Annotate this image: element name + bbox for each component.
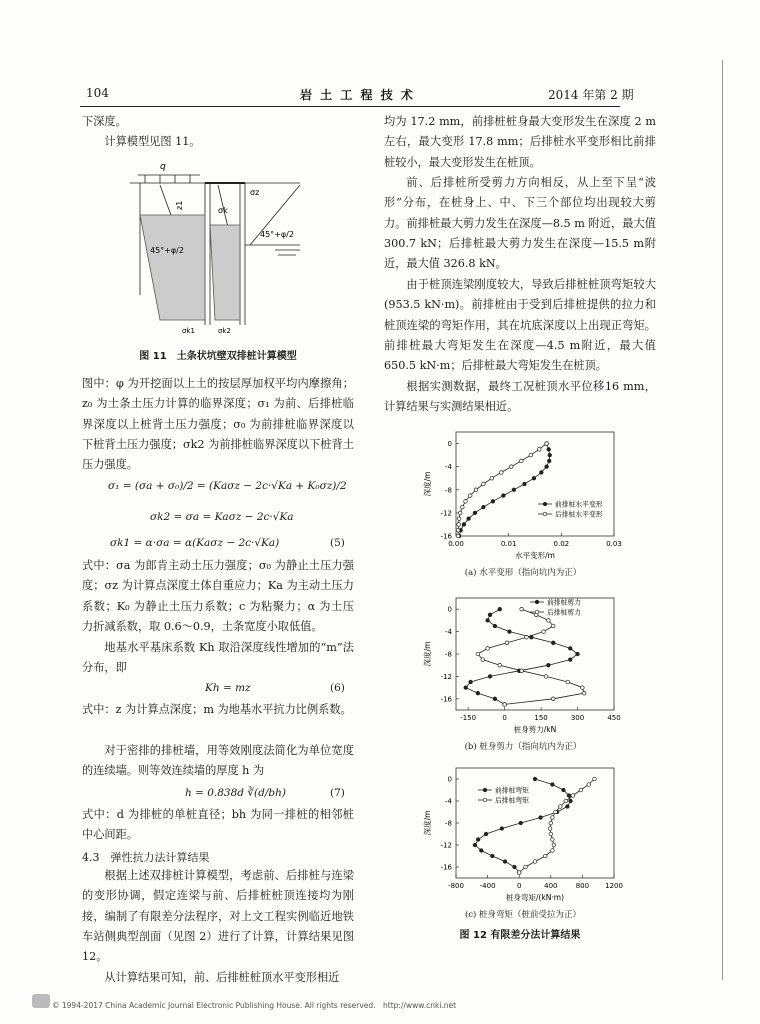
data-point-1 bbox=[503, 703, 507, 707]
data-point-1 bbox=[481, 658, 485, 662]
data-point-0 bbox=[519, 821, 523, 825]
data-point-0 bbox=[551, 641, 555, 645]
x-tick-label: 0.02 bbox=[553, 540, 570, 548]
data-point-0 bbox=[533, 777, 537, 781]
x-tick-label: -800 bbox=[448, 882, 464, 890]
data-point-1 bbox=[520, 607, 524, 611]
data-point-1 bbox=[551, 697, 555, 701]
data-point-1 bbox=[524, 865, 528, 869]
y-tick-label: -12 bbox=[440, 841, 452, 850]
data-point-0 bbox=[502, 494, 506, 498]
data-point-1 bbox=[564, 799, 568, 803]
chart-shear-force bbox=[418, 590, 628, 740]
data-point-0 bbox=[467, 517, 471, 521]
data-point-1 bbox=[482, 482, 486, 486]
para-calculation: 根据上述双排桩计算模型，考虑前、后排桩与连梁的变形协调，假定连梁与前、后排桩桩顶连接均为刚接，编制了有限差分法程序，对上文工程实例临近地铁车站侧典型剖面（见图 2）进行了计算，计算结果见图 12。 bbox=[82, 869, 354, 964]
fig11-caption: 图 11 土条状坑壁双排桩计算模型 bbox=[139, 351, 297, 362]
para-moment: 由于桩顶连梁刚度较大，导致后排桩桩顶弯矩较大(953.5 kN·m)。前排桩由于受到后排桩提供的拉力和桩顶连梁的弯矩作用，其在坑底深度以上出现正弯矩。前排桩最大弯矩发生在深度—4.5 m附近，最大值 650.5 kN·m；后排桩最大弯矩发生在桩顶。 bbox=[384, 278, 656, 373]
x-tick-label: -400 bbox=[479, 882, 496, 890]
data-point-0 bbox=[562, 788, 566, 792]
series-line-0 bbox=[466, 609, 578, 704]
data-point-0 bbox=[532, 476, 536, 480]
para-kh: 地基水平基床系数 Kh 取沿深度线性增加的“m”法分布，即 bbox=[82, 641, 354, 675]
data-point-0 bbox=[513, 865, 517, 869]
legend-marker bbox=[543, 502, 547, 506]
data-point-1 bbox=[545, 442, 549, 446]
chart-a-caption: (a) 水平变形（指向坑内为正） bbox=[464, 568, 582, 578]
data-point-1 bbox=[456, 534, 460, 538]
data-point-1 bbox=[505, 641, 509, 645]
series-line-1 bbox=[519, 779, 594, 873]
copyright-footer: © 1994-2017 China Academic Journal Electronic Publishing House. All rights reserved. http://www.cnki.net bbox=[52, 1001, 457, 1010]
cnki-logo-icon bbox=[32, 994, 50, 1008]
chart-bending-moment bbox=[418, 760, 628, 908]
data-point-1 bbox=[457, 523, 461, 527]
y-tick-label: -16 bbox=[440, 695, 452, 704]
y-axis-label: 深度/m bbox=[423, 641, 432, 667]
y-axis-label: 深度/m bbox=[423, 471, 432, 497]
y-tick-label: -8 bbox=[445, 650, 452, 659]
data-point-0 bbox=[576, 652, 580, 656]
para-model-ref: 计算模型见图 11。 bbox=[104, 135, 201, 148]
data-point-1 bbox=[571, 794, 575, 798]
data-point-1 bbox=[558, 805, 562, 809]
data-point-0 bbox=[498, 607, 502, 611]
para-measured: 根据实测数据，最终工况桩顶水平位移16 mm，计算结果与实测结果相近。 bbox=[384, 380, 656, 414]
legend-label: 前排桩弯矩 bbox=[495, 786, 529, 795]
page-number: 104 bbox=[86, 86, 109, 100]
data-point-1 bbox=[533, 860, 537, 864]
data-point-1 bbox=[490, 476, 494, 480]
data-point-0 bbox=[488, 613, 492, 617]
legend-label: 前排桩水平变形 bbox=[555, 500, 603, 509]
data-point-1 bbox=[486, 647, 490, 651]
equation-kh: Kh = mz bbox=[205, 682, 251, 694]
y-tick-label: -12 bbox=[440, 672, 452, 681]
y-tick-label: -4 bbox=[445, 628, 452, 637]
data-point-0 bbox=[500, 827, 504, 831]
data-point-1 bbox=[525, 635, 529, 639]
data-point-1 bbox=[547, 619, 551, 623]
data-point-0 bbox=[568, 647, 572, 651]
data-point-0 bbox=[493, 624, 497, 628]
data-point-1 bbox=[581, 686, 585, 690]
x-tick-label: 0.03 bbox=[606, 540, 622, 548]
data-point-1 bbox=[587, 783, 591, 787]
data-point-1 bbox=[582, 691, 586, 695]
y-tick-label: -4 bbox=[445, 797, 452, 806]
data-point-1 bbox=[566, 680, 570, 684]
x-tick-label: 800 bbox=[575, 882, 590, 890]
y-tick-label: -16 bbox=[440, 863, 452, 872]
x-tick-label: 150 bbox=[534, 714, 548, 722]
data-point-1 bbox=[499, 471, 503, 475]
legend-label: 后排桩水平变形 bbox=[555, 510, 603, 519]
x-axis-label: 桩身弯矩/(kN·m) bbox=[505, 893, 565, 902]
label-sigma-z: σz bbox=[250, 188, 260, 197]
equation-sigma-k1: σk1 = α·σa = α(Kaσz − 2c·√Ka) bbox=[110, 537, 280, 549]
y-tick-label: -8 bbox=[445, 486, 452, 495]
data-point-0 bbox=[484, 832, 488, 836]
label-sigma-k1: σk1 bbox=[182, 327, 195, 335]
data-point-1 bbox=[458, 511, 462, 515]
data-point-1 bbox=[520, 669, 524, 673]
x-tick-label: 0 bbox=[502, 714, 507, 722]
data-point-0 bbox=[545, 465, 549, 469]
chart-c-caption: (c) 桩身弯矩（桩前受拉为正） bbox=[464, 910, 582, 920]
data-point-0 bbox=[523, 482, 527, 486]
data-point-1 bbox=[461, 505, 465, 509]
legend-marker bbox=[543, 512, 547, 516]
data-point-1 bbox=[554, 810, 558, 814]
data-point-1 bbox=[549, 821, 553, 825]
data-point-0 bbox=[512, 488, 516, 492]
para-equivalent-wall: 对于密排的排桩墙，用等效刚度法简化为单位宽度的连续墙。则等效连续墙的厚度 h 为 bbox=[82, 744, 354, 778]
issue-label: 2014 年第 2 期 bbox=[548, 88, 634, 102]
data-point-0 bbox=[464, 686, 468, 690]
data-point-0 bbox=[491, 854, 495, 858]
x-tick-label: -150 bbox=[460, 714, 477, 722]
label-sigma-k: σk bbox=[218, 206, 228, 215]
data-point-1 bbox=[551, 849, 555, 853]
y-tick-label: 0 bbox=[447, 605, 452, 614]
plot-frame bbox=[456, 432, 614, 536]
data-point-1 bbox=[520, 459, 524, 463]
data-point-0 bbox=[547, 459, 551, 463]
label-angle-right: 45°+φ/2 bbox=[260, 230, 294, 239]
legend-marker bbox=[535, 610, 539, 614]
y-tick-label: -16 bbox=[440, 532, 452, 541]
data-point-0 bbox=[473, 843, 477, 847]
para-shear: 前、后排桩所受剪力方向相反，从上至下呈“波形”分布，在桩身上、中、下三个部位均出现较大剪力。前排桩最大剪力发生在深度—8.5 m 附近，最大值 300.7 kN；后排桩最大剪力发生在深度—15.5 m附近，最大值 326.8 kN。 bbox=[384, 176, 656, 271]
data-point-0 bbox=[547, 663, 551, 667]
journal-title: 岩 土 工 程 技 术 bbox=[300, 88, 415, 102]
legend-label: 后排桩弯矩 bbox=[495, 796, 529, 805]
x-tick-label: 0.00 bbox=[448, 540, 464, 548]
data-point-0 bbox=[476, 838, 480, 842]
y-tick-label: -12 bbox=[440, 509, 452, 518]
data-point-0 bbox=[568, 658, 572, 662]
legend-label: 前排桩剪力 bbox=[547, 598, 581, 607]
data-point-0 bbox=[539, 816, 543, 820]
para-depth: 下深度。 bbox=[82, 115, 127, 128]
para-where-z: 式中：z 为计算点深度；m 为地基水平抗力比例系数。 bbox=[82, 703, 352, 716]
data-point-1 bbox=[474, 488, 478, 492]
y-tick-label: -8 bbox=[445, 819, 452, 828]
data-point-0 bbox=[551, 783, 555, 787]
x-tick-label: 300 bbox=[570, 714, 585, 722]
x-tick-label: 0.01 bbox=[500, 540, 517, 548]
equation-number-5: (5) bbox=[330, 537, 345, 549]
fig12-caption: 图 12 有限差分法计算结果 bbox=[459, 930, 581, 941]
data-point-0 bbox=[491, 500, 495, 504]
x-axis-label: 水平变形/m bbox=[515, 551, 555, 560]
data-point-1 bbox=[537, 448, 541, 452]
x-tick-label: 0 bbox=[516, 882, 522, 890]
equation-number-7: (7) bbox=[330, 787, 345, 799]
data-point-1 bbox=[529, 453, 533, 457]
data-point-0 bbox=[476, 691, 480, 695]
header-rule bbox=[80, 106, 620, 107]
data-point-0 bbox=[462, 523, 466, 527]
series-line-1 bbox=[478, 609, 584, 704]
legend-marker bbox=[483, 788, 487, 792]
data-point-1 bbox=[593, 777, 597, 781]
equation-sigma1: σ₁ = (σa + σ₀)/2 = (Kaσz − 2c·√Ka + K₀σz)/2 bbox=[108, 480, 347, 492]
data-point-1 bbox=[476, 652, 480, 656]
y-axis-label: 深度/m bbox=[423, 810, 432, 836]
data-point-0 bbox=[567, 794, 571, 798]
data-point-0 bbox=[547, 448, 551, 452]
data-point-1 bbox=[542, 630, 546, 634]
equation-sigma-k2: σk2 = σa = Kaσz − 2c·√Ka bbox=[150, 511, 294, 523]
data-point-1 bbox=[544, 675, 548, 679]
legend-marker bbox=[535, 600, 539, 604]
y-tick-label: -4 bbox=[445, 463, 452, 472]
data-point-0 bbox=[569, 799, 573, 803]
label-angle-left: 45°+φ/2 bbox=[150, 246, 184, 255]
fig11-diagram bbox=[100, 155, 340, 335]
data-point-0 bbox=[482, 505, 486, 509]
data-point-0 bbox=[548, 453, 552, 457]
data-point-0 bbox=[493, 697, 497, 701]
para-deformation: 均为 17.2 mm，前排桩桩身最大变形发生在深度 2 m左右，最大变形 17.8 mm；后排桩水平变形相比前排桩较小，最大变形发生在桩顶。 bbox=[384, 115, 656, 169]
label-z1: z1 bbox=[175, 200, 184, 210]
data-point-1 bbox=[498, 663, 502, 667]
data-point-0 bbox=[473, 511, 477, 515]
para-where-d: 式中：d 为排桩的单桩直径；bh 为同一排桩的相邻桩中心间距。 bbox=[82, 808, 354, 842]
data-point-1 bbox=[456, 528, 460, 532]
data-point-1 bbox=[551, 816, 555, 820]
data-point-1 bbox=[543, 854, 547, 858]
x-tick-label: 400 bbox=[544, 882, 558, 890]
para-results-start: 从计算结果可知，前、后排桩桩顶水平变形相近 bbox=[104, 971, 340, 984]
para-where-sigma: 式中：σa 为郎肯主动土压力强度；σ₀ 为静止土压力强度；σz 为计算点深度土体自重应力；Ka 为主动土压力系数；K₀ 为静止土压力系数；c 为粘聚力；α 为土压力折减系数，取 0.6～0.9，土条宽度小取低值。 bbox=[82, 559, 354, 633]
data-point-1 bbox=[510, 465, 514, 469]
data-point-1 bbox=[551, 838, 555, 842]
section-heading-4-3: 4.3 弹性抗力法计算结果 bbox=[82, 851, 210, 864]
data-point-1 bbox=[464, 500, 468, 504]
label-sigma-k2: σk2 bbox=[218, 327, 231, 335]
series-line-0 bbox=[459, 444, 550, 536]
para-legend-symbols: 图中：φ 为开挖面以上土的按层厚加权平均内摩擦角；z₀ 为土条土压力计算的临界深度；σ₁ 为前、后排桩临界深度以上桩背土压力强度；σ₀ 为前排桩临界深度以下桩背土压力强度；σk2 为前排桩临界深度以下桩背土压力强度。 bbox=[82, 377, 354, 472]
data-point-0 bbox=[566, 805, 570, 809]
data-point-1 bbox=[549, 832, 553, 836]
x-axis-label: 桩身剪力/kN bbox=[513, 725, 557, 734]
data-point-0 bbox=[540, 471, 544, 475]
data-point-0 bbox=[486, 619, 490, 623]
data-point-0 bbox=[469, 680, 473, 684]
data-point-0 bbox=[488, 675, 492, 679]
equation-number-6: (6) bbox=[330, 682, 345, 694]
data-point-1 bbox=[517, 871, 521, 875]
data-point-1 bbox=[548, 827, 552, 831]
y-tick-label: 0 bbox=[447, 440, 452, 449]
data-point-1 bbox=[552, 843, 556, 847]
label-q: q bbox=[160, 162, 166, 172]
legend-label: 后排桩剪力 bbox=[547, 608, 581, 617]
data-point-1 bbox=[579, 788, 583, 792]
data-point-0 bbox=[503, 860, 507, 864]
data-point-1 bbox=[457, 517, 461, 521]
margin-line bbox=[722, 60, 723, 980]
data-point-0 bbox=[508, 630, 512, 634]
data-point-1 bbox=[468, 494, 472, 498]
data-point-1 bbox=[551, 624, 555, 628]
x-tick-label: 1200 bbox=[605, 882, 623, 890]
data-point-0 bbox=[479, 849, 483, 853]
chart-horizontal-deformation bbox=[418, 424, 628, 566]
legend-marker bbox=[483, 798, 487, 802]
equation-thickness: h = 0.838d ∛(d/bh) bbox=[185, 787, 286, 799]
x-tick-label: 450 bbox=[607, 714, 621, 722]
series-line-1 bbox=[458, 444, 546, 536]
chart-b-caption: (b) 桩身剪力（指向坑内为正） bbox=[464, 742, 582, 752]
y-tick-label: 0 bbox=[447, 775, 452, 784]
